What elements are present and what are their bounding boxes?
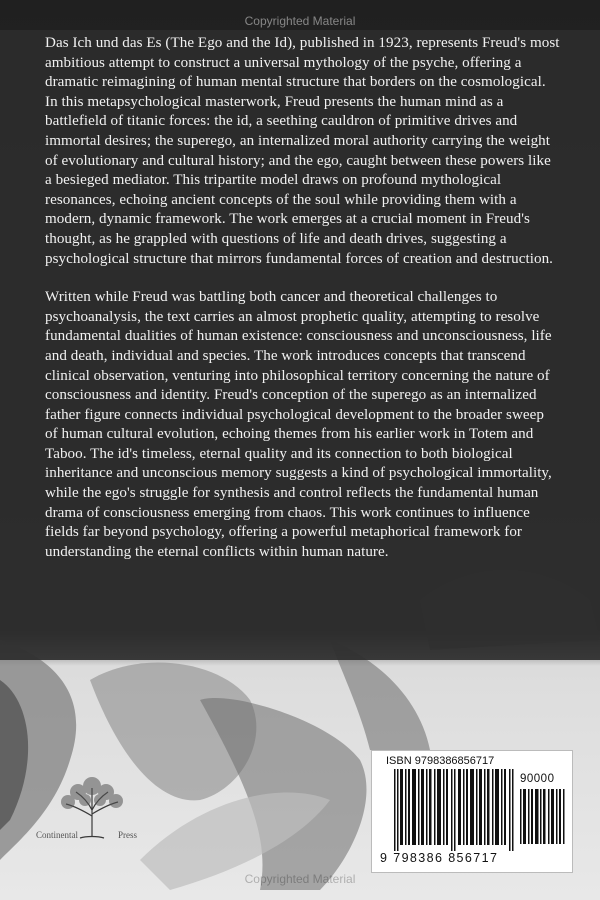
publisher-name-left: Continental: [36, 830, 78, 840]
watermark-bottom: Copyrighted Material: [244, 872, 356, 886]
price-code: 90000: [520, 773, 555, 785]
price-barcode-bars: [520, 789, 565, 844]
isbn-digits: 9 798386 856717: [380, 851, 499, 865]
ean-barcode-bars: [394, 769, 514, 851]
publisher-logo: [22, 770, 162, 880]
publisher-name-right: Press: [118, 830, 138, 840]
watermark-top: Copyrighted Material: [244, 14, 356, 28]
description-paragraph-2: Written while Freud was battling both cancer and theoretical challenges to psychoanalysis, the text carries an almost prophetic quality, attempting to resolve fundamental dualities of human existence: consciousness and unconsciousness, life and death, individual and species. The work introduces concepts that transcend clinical observation, venturing into philosophical territory concerning the nature of consciousness and identity. Freud's conception of the superego as an internalized father figure connects individual psychological development to the broader sweep of human cultural evolution, echoing themes from his earlier work in Totem and Taboo. The id's timeless, eternal quality and its connection to both biological inheritance and unconscious memory suggests a kind of psychological immortality, while the ego's struggle for synthesis and control reflects the fundamental human drama of consciousness emerging from chaos. This work continues to influence fields far beyond psychology, offering a powerful metaphorical framework for understanding the eternal conflicts within human nature.: [45, 289, 552, 560]
isbn-label: ISBN 9798386856717: [386, 755, 495, 767]
book-description: [45, 34, 560, 581]
isbn-barcode: [371, 750, 573, 873]
description-paragraph-1: Das Ich und das Es (The Ego and the Id), published in 1923, represents Freud's most ambitious attempt to construct a universal mythology of the psyche, offering a dramatic reimagining of human mental structure that borders on the cosmological. In this metapsychological masterwork, Freud presents the human mind as a battlefield of titanic forces: the id, a seething cauldron of primitive drives and immortal desires; the superego, an internalized moral authority carrying the weight of evolutionary and cultural history; and the ego, caught between these powers like a besieged mediator. This tripartite model draws on profound mythological resonances, echoing ancient concepts of the soul while providing them with a modern, dynamic framework. The work emerges at a crucial moment in Freud's thought, as he grappled with questions of life and death drives, suggesting a psychological structure that mirrors fundamental forces of creation and destruction.: [45, 35, 560, 267]
